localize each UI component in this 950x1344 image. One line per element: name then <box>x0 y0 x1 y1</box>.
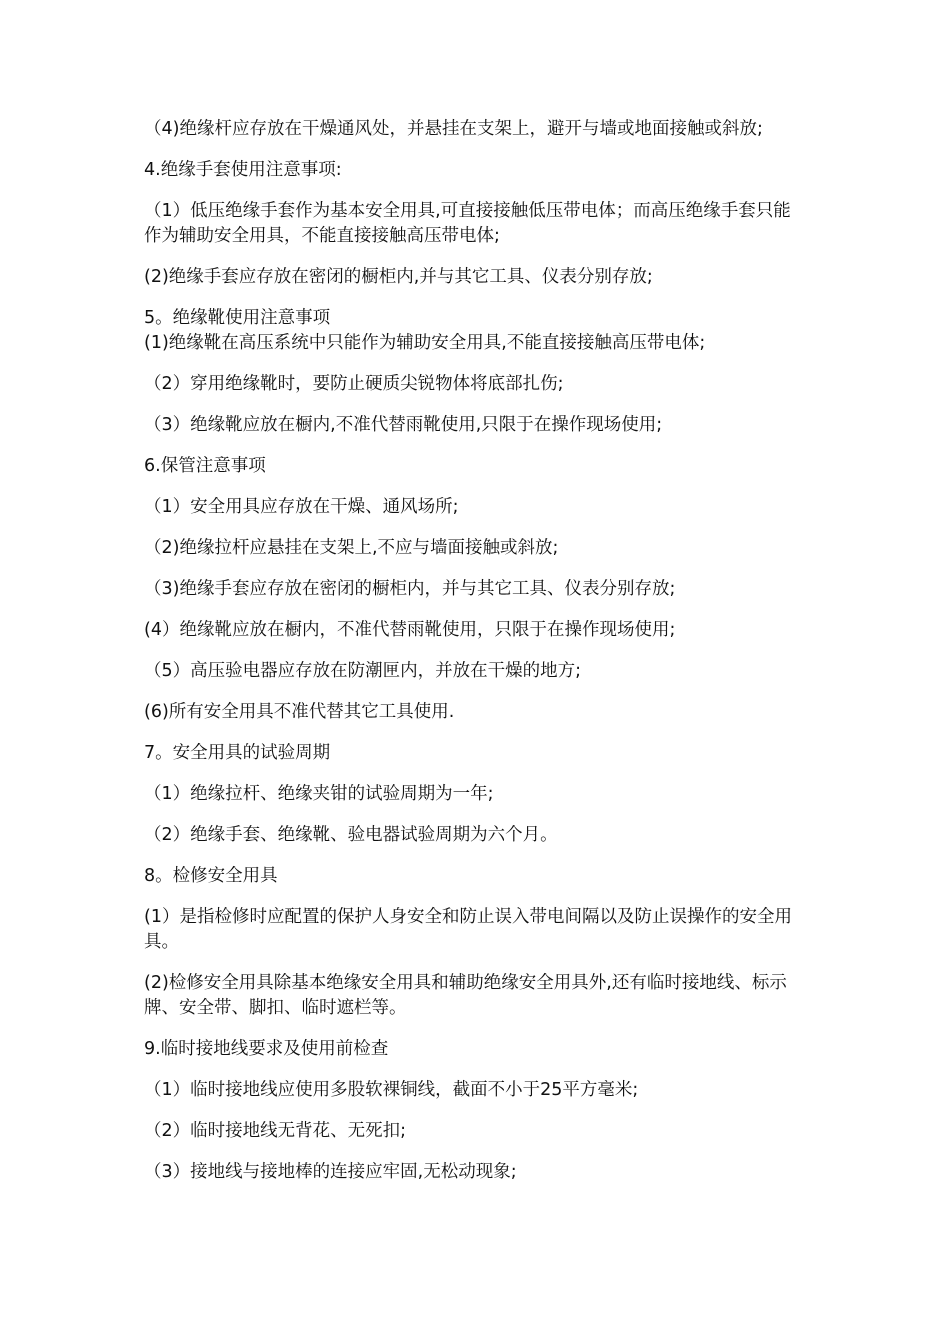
paragraph: （3）接地线与接地棒的连接应牢固,无松动现象; <box>144 1162 517 1182</box>
paragraph: (2)绝缘手套应存放在密闭的橱柜内,并与其它工具、仪表分别存放; <box>144 267 653 287</box>
section-heading: 4.绝缘手套使用注意事项: <box>144 160 342 180</box>
paragraph: （3）绝缘靴应放在橱内,不准代替雨靴使用,只限于在操作现场使用; <box>144 415 663 435</box>
section-heading: 5。绝缘靴使用注意事项 <box>144 308 331 328</box>
paragraph: （1）安全用具应存放在干燥、通风场所; <box>144 497 459 517</box>
section-heading: 9.临时接地线要求及使用前检查 <box>144 1039 389 1059</box>
paragraph: （2）穿用绝缘靴时，要防止硬质尖锐物体将底部扎伤; <box>144 374 564 394</box>
paragraph: (6)所有安全用具不准代替其它工具使用. <box>144 702 455 722</box>
paragraph: （1）临时接地线应使用多股软裸铜线，截面不小于25平方毫米; <box>144 1080 639 1100</box>
paragraph: (4）绝缘靴应放在橱内，不准代替雨靴使用，只限于在操作现场使用; <box>144 620 676 640</box>
paragraph: （2）临时接地线无背花、无死扣; <box>144 1121 407 1141</box>
document-body <box>144 117 806 1185</box>
section-heading: 8。检修安全用具 <box>144 866 278 886</box>
paragraph: （5）高压验电器应存放在防潮匣内，并放在干燥的地方; <box>144 661 582 681</box>
paragraph: （1）低压绝缘手套作为基本安全用具,可直接接触低压带电体；而高压绝缘手套只能作为辅助安全用具，不能直接接触高压带电体; <box>144 201 791 246</box>
section-heading: 6.保管注意事项 <box>144 456 266 476</box>
paragraph: (2)检修安全用具除基本绝缘安全用具和辅助绝缘安全用具外,还有临时接地线、标示牌、安全带、脚扣、临时遮栏等。 <box>144 973 787 1018</box>
paragraph: （3)绝缘手套应存放在密闭的橱柜内，并与其它工具、仪表分别存放; <box>144 579 676 599</box>
section-heading: 7。安全用具的试验周期 <box>144 743 331 763</box>
paragraph: （2）绝缘手套、绝缘靴、验电器试验周期为六个月。 <box>144 825 558 845</box>
paragraph: （2)绝缘拉杆应悬挂在支架上,不应与墙面接触或斜放; <box>144 538 559 558</box>
paragraph: (1）是指检修时应配置的保护人身安全和防止误入带电间隔以及防止误操作的安全用具。 <box>144 907 792 952</box>
paragraph: (1)绝缘靴在高压系统中只能作为辅助安全用具,不能直接接触高压带电体; <box>144 333 706 353</box>
paragraph: （1）绝缘拉杆、绝缘夹钳的试验周期为一年; <box>144 784 494 804</box>
paragraph: （4)绝缘杆应存放在干燥通风处，并悬挂在支架上，避开与墙或地面接触或斜放; <box>144 119 763 139</box>
